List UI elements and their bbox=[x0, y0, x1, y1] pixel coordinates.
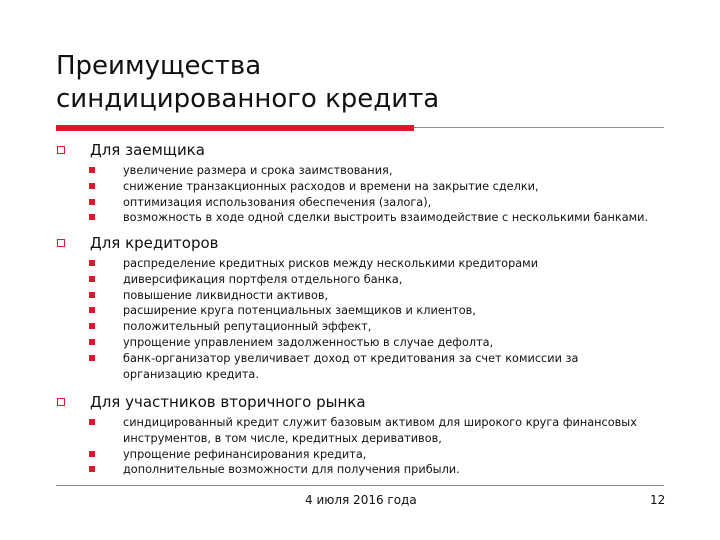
list-item-text: возможность в ходе одной сделки выстроить взаимодействие с несколькими банками. bbox=[123, 211, 649, 225]
square-bullet-icon bbox=[57, 398, 65, 406]
section-header bbox=[56, 140, 648, 160]
list-item bbox=[56, 351, 578, 383]
list-item bbox=[56, 447, 637, 463]
list-item-text: синдицированный кредит служит базовым активом для широкого круга финансовых bbox=[123, 416, 637, 429]
footer-date: 4 июля 2016 года bbox=[305, 493, 417, 507]
list-item bbox=[56, 462, 637, 478]
list-item-text: упрощение управлением задолженностью в случае дефолта, bbox=[123, 335, 494, 349]
list-item bbox=[56, 288, 578, 304]
section-3 bbox=[56, 392, 637, 478]
list-item-text: положительный репутационный эффект, bbox=[123, 320, 372, 334]
slide-title bbox=[56, 50, 439, 116]
list-item bbox=[56, 163, 648, 179]
list-item bbox=[56, 415, 637, 447]
list-item-text: расширение круга потенциальных заемщиков и клиентов, bbox=[123, 304, 476, 318]
page-number: 12 bbox=[650, 493, 666, 507]
filled-square-bullet-icon bbox=[89, 199, 95, 205]
list-item bbox=[56, 303, 578, 319]
section-items bbox=[56, 415, 637, 478]
list-item bbox=[56, 210, 648, 226]
list-item-text: оптимизация использования обеспечения (залога), bbox=[123, 195, 432, 209]
list-item-text: увеличение размера и срока заимствования, bbox=[123, 164, 393, 177]
list-item-text: организацию кредита. bbox=[123, 367, 259, 381]
square-bullet-icon bbox=[57, 146, 65, 154]
section-1 bbox=[56, 140, 648, 226]
section-title: Для участников вторичного рынка bbox=[90, 393, 366, 411]
section-2 bbox=[56, 233, 578, 382]
section-items bbox=[56, 256, 578, 382]
slide-title-line-2: синдицированного кредита bbox=[56, 84, 440, 114]
list-item-text: диверсификация портфеля отдельного банка, bbox=[123, 272, 403, 286]
list-item-text: инструментов, в том числе, кредитных деривативов, bbox=[123, 431, 442, 445]
slide-title-line-1: Преимущества bbox=[56, 51, 262, 81]
section-items bbox=[56, 163, 648, 226]
list-item bbox=[56, 195, 648, 211]
filled-square-bullet-icon bbox=[89, 276, 95, 282]
list-item-text: дополнительные возможности для получения прибыли. bbox=[123, 463, 460, 477]
list-item bbox=[56, 335, 578, 351]
list-item bbox=[56, 179, 648, 195]
list-item-text: повышение ликвидности активов, bbox=[123, 288, 329, 302]
filled-square-bullet-icon bbox=[89, 466, 95, 472]
filled-square-bullet-icon bbox=[89, 355, 95, 361]
list-item-text: банк-организатор увеличивает доход от кредитования за счет комиссии за bbox=[123, 351, 579, 365]
section-title: Для заемщика bbox=[90, 141, 205, 159]
list-item bbox=[56, 256, 578, 272]
list-item-text: упрощение рефинансирования кредита, bbox=[123, 447, 367, 461]
filled-square-bullet-icon bbox=[89, 183, 95, 189]
section-header bbox=[56, 233, 578, 253]
filled-square-bullet-icon bbox=[89, 323, 95, 329]
filled-square-bullet-icon bbox=[89, 419, 95, 425]
filled-square-bullet-icon bbox=[89, 214, 95, 220]
list-item bbox=[56, 272, 578, 288]
footer-divider-line bbox=[56, 485, 664, 486]
list-item bbox=[56, 319, 578, 335]
title-divider-line bbox=[414, 127, 664, 128]
list-item-text: снижение транзакционных расходов и времени на закрытие сделки, bbox=[123, 179, 539, 193]
list-item-text: распределение кредитных рисков между несколькими кредиторами bbox=[123, 257, 539, 270]
section-header bbox=[56, 392, 637, 412]
square-bullet-icon bbox=[57, 239, 65, 247]
filled-square-bullet-icon bbox=[89, 307, 95, 313]
filled-square-bullet-icon bbox=[89, 292, 95, 298]
filled-square-bullet-icon bbox=[89, 167, 95, 173]
filled-square-bullet-icon bbox=[89, 260, 95, 266]
filled-square-bullet-icon bbox=[89, 451, 95, 457]
title-accent-bar bbox=[56, 125, 414, 131]
filled-square-bullet-icon bbox=[89, 339, 95, 345]
section-title: Для кредиторов bbox=[90, 234, 219, 252]
